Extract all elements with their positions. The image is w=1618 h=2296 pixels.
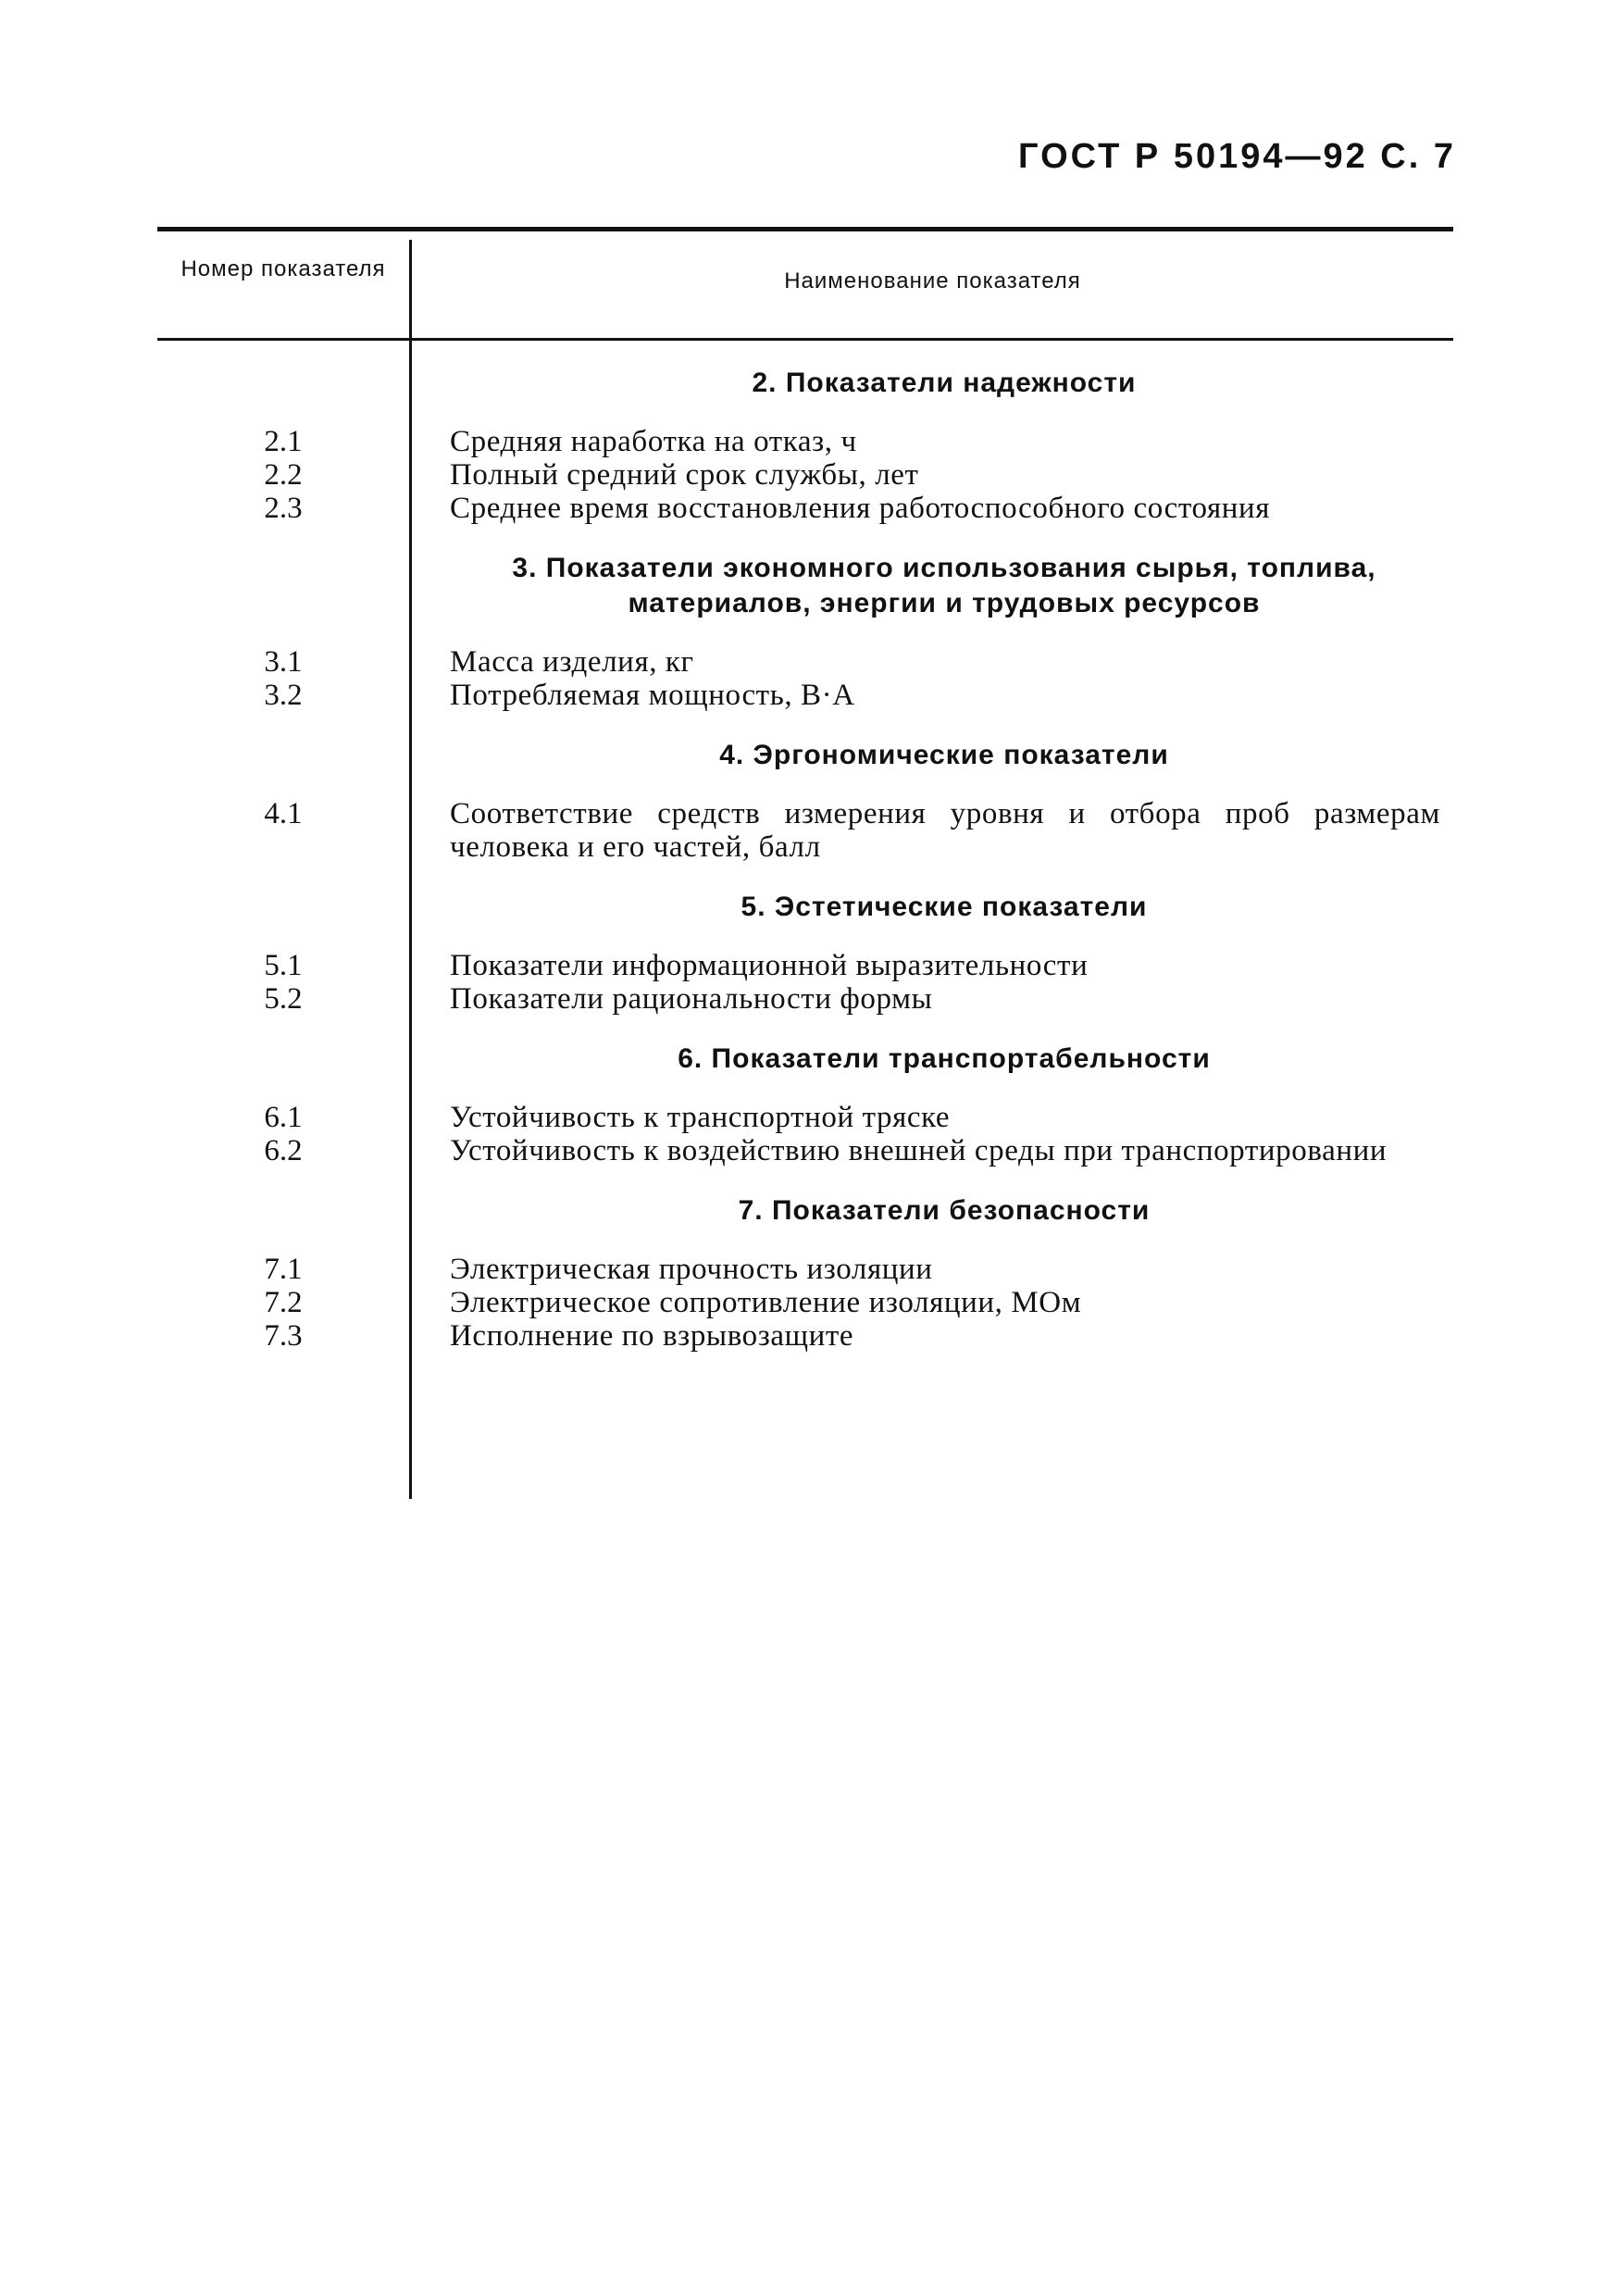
table-row <box>157 679 1453 712</box>
indicators-table <box>157 227 1453 1504</box>
row-name: Электрическое сопротивление изоляции, МОм <box>450 1286 1082 1319</box>
row-name: Устойчивость к воздействию внешней среды при транспортировании <box>450 1134 1388 1167</box>
row-number: 2.3 <box>264 492 303 525</box>
table-top-rule <box>157 227 1453 231</box>
table-row <box>157 425 1453 458</box>
row-number: 3.1 <box>264 645 303 679</box>
table-row <box>157 1319 1453 1353</box>
row-number: 5.1 <box>264 949 303 982</box>
section-transportability <box>157 1042 1453 1167</box>
page-header: ГОСТ Р 50194—92 С. 7 <box>1018 137 1456 176</box>
row-name: Устойчивость к транспортной тряске <box>450 1101 951 1134</box>
row-name: Масса изделия, кг <box>450 645 694 679</box>
row-number: 2.2 <box>264 458 303 492</box>
row-name: Показатели рациональности формы <box>450 982 933 1016</box>
row-name: Показатели информационной выразительности <box>450 949 1089 982</box>
table-row <box>157 1134 1453 1167</box>
section-reliability <box>157 366 1453 525</box>
table-row <box>157 492 1453 525</box>
column-header-number: Номер показателя <box>180 256 386 281</box>
table-row <box>157 797 1453 864</box>
row-name: Исполнение по взрывозащите <box>450 1319 854 1353</box>
row-name: Полный средний срок службы, лет <box>450 458 919 492</box>
table-row <box>157 982 1453 1016</box>
row-number: 5.2 <box>264 982 303 1016</box>
table-row <box>157 1286 1453 1319</box>
row-name: Средняя наработка на отказ, ч <box>450 425 857 458</box>
row-number: 3.2 <box>264 679 303 712</box>
section-safety <box>157 1193 1453 1353</box>
row-number: 7.1 <box>264 1253 303 1286</box>
section-title: 3. Показатели экономного использования сырья, топлива, материалов, энергии и трудовых ресурсов <box>512 553 1376 618</box>
section-title: 2. Показатели надежности <box>752 368 1137 398</box>
row-name: Соответствие средств измерения уровня и отбора проб размерам человека и его частей, балл <box>450 797 1440 864</box>
row-number: 6.1 <box>264 1101 303 1134</box>
table-row <box>157 949 1453 982</box>
row-number: 7.3 <box>264 1319 303 1353</box>
table-row <box>157 458 1453 492</box>
row-name: Среднее время восстановления работоспособного состояния <box>450 492 1271 525</box>
row-name: Потребляемая мощность, В·А <box>450 679 855 712</box>
table-row <box>157 1253 1453 1286</box>
section-title: 4. Эргономические показатели <box>719 740 1169 770</box>
section-title: 5. Эстетические показатели <box>741 892 1148 922</box>
section-aesthetics <box>157 890 1453 1016</box>
table-row <box>157 645 1453 679</box>
row-number: 7.2 <box>264 1286 303 1319</box>
section-title: 7. Показатели безопасности <box>738 1195 1151 1226</box>
section-title: 6. Показатели транспортабельности <box>678 1043 1211 1074</box>
table-row <box>157 1101 1453 1134</box>
section-economy <box>157 551 1453 712</box>
row-name: Электрическая прочность изоляции <box>450 1253 933 1286</box>
row-number: 6.2 <box>264 1134 303 1167</box>
row-number: 4.1 <box>264 797 303 830</box>
column-header-name: Наименование показателя <box>784 268 1081 293</box>
section-ergonomics <box>157 738 1453 864</box>
header-bottom-rule <box>157 338 1453 341</box>
table-body <box>157 366 1453 1379</box>
row-number: 2.1 <box>264 425 303 458</box>
